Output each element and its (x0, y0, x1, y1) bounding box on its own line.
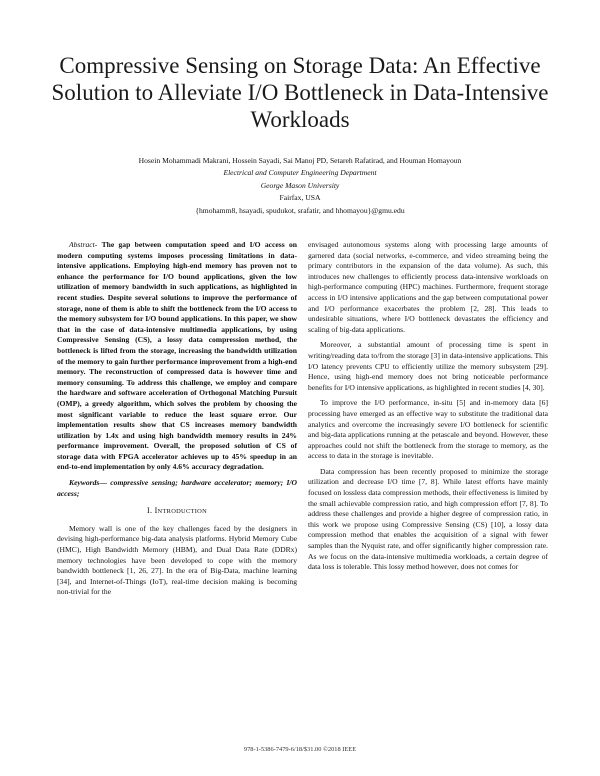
section-title (155, 506, 207, 515)
author-block (40, 155, 560, 217)
author-location: Fairfax, USA (279, 193, 321, 203)
right-column (308, 240, 548, 578)
section-numeral: I. (147, 506, 153, 516)
abstract-dash: - (94, 240, 102, 249)
copyright-footer: 978-1-5386-7479-6/18/$31.00 ©2018 IEEE (243, 746, 357, 753)
keywords-label: Keywords (69, 478, 100, 488)
author-emails: {hmohamm8, hsayadi, spudukot, srafatir, and hhomayou}@gmu.edu (195, 205, 405, 215)
section-heading-introduction (57, 506, 297, 518)
right-paragraph-3: To improve the I/O performance, in-situ [5] and in-memory data [6] processing have emerged as an effective way to substitute the traditional data analytics and overcome the increasingly severe I/O bottleneck for scientific and big-data applications running at the petascale and beyond. However, these approaches could not shift the bottleneck from the storage to memory, as the access to data in the storage is inevitable. (308, 398, 548, 461)
keywords-text: — compressive sensing; hardware accelerator; memory; I/O access; (57, 478, 297, 498)
author-department: Electrical and Computer Engineering Department (223, 168, 377, 178)
author-names: Hosein Mohammadi Makrani, Hossein Sayadi, Sai Manoj PD, Setareh Rafatirad, and Houman Homayoun (138, 156, 462, 165)
abstract-text: The gap between computation speed and I/O access on modern computing systems imposes processing limitations in data-intensive applications. Employing high-end memory has proven not to enhance the performance for I/O bound applications, given the low utilization of memory bandwidth in such applications, as highlighted in recent studies. Despite several solutions to improve the performance of storage, none of them is able to shift the bottleneck from the I/O access to the memory subsystem for I/O bound applications. In this paper, we show that in the case of data-intensive multimedia applications, by using Compressive Sensing (CS), a lossy data compression method, the bottleneck is lifted from the storage, increasing the bandwidth utilization of the memory to gain further performance improvement from a high-end memory. The reconstruction of compressed data is however time and memory consuming. To address this challenge, we employ and compare the hardware and software acceleration of Orthogonal Matching Pursuit (OMP), a greedy algorithm, which solves the problem by choosing the most significant variable to reduce the least square error. Our implementation results show that CS increases memory bandwidth utilization by 1.4x and using high bandwidth memory results in 24% performance improvement. Overall, the proposed solution of CS of storage data with FPGA accelerator achieves up to 45% speedup in an end-to-end implementation by only 4.6% accuracy degradation. (57, 240, 298, 472)
section-title-initial: I (154, 506, 158, 516)
left-column (57, 240, 297, 603)
right-paragraph-2: Moreover, a substantial amount of processing time is spent in writing/reading data to/from the storage [3] in data-intensive applications. This I/O latency prevents CPU to efficiently utilize the memory subsystem [29]. Hence, using high-end memory does not bring noticeable performance benefits for I/O intensive applications, as highlighted in recent studies [4, 30]. (308, 340, 548, 392)
abstract-label: Abstract (69, 240, 95, 249)
abstract (57, 240, 297, 473)
intro-paragraph-1: Memory wall is one of the key challenges faced by the designers in devising high-performance big-data analysis platforms. Hybrid Memory Cube (HMC), High Bandwidth Memory (HBM), and Dual Data Rate (DDRx) memory technologies have been developed to cope with the memory bandwidth bottleneck [1, 26, 27]. In the era of Big-Data, machine learning [34], and Internet-of-Things (IoT), real-time decision making is becoming non-trivial for the (57, 523, 297, 597)
right-paragraph-4: Data compression has been recently proposed to minimize the storage utilization and decrease I/O time [7, 8]. While latest efforts have mainly focused on lossless data compression methods, their effectiveness is limited by the small achievable compression ratio, and high compression effort [7, 8]. To address these challenges and provide a higher degree of compression ratio, in this work we propose using Compressive Sensing (CS) [10], a lossy data compression method that enables the acquisition of a signal with fewer samples than the Nyquist rate, and offer significantly higher compression rate. As we focus on the data-intensive multimedia workloads, a certain degree of data loss is tolerable. This lossy method however, does not comes for (308, 466, 548, 572)
right-paragraph-1: envisaged autonomous systems along with processing large amounts of garnered data (social networks, e-commerce, and video streaming being the primary contributors in the expansion of the data volume). As such, this introduces new challenges to efficiently process data-intensive workloads on high-performance computing (HPC) machines. Furthermore, frequent storage access in I/O intensive applications and the gap between computational power and I/O performance exacerbates the problem [2, 28]. This leads to undesirable situations, where I/O bottleneck devastates the efficiency and scaling of big-data applications. (308, 240, 548, 334)
paper-title: Compressive Sensing on Storage Data: An Effective Solution to Alleviate I/O Bottleneck in Data-Intensive Workloads (51, 53, 549, 132)
section-title-rest: NTRODUCTION (157, 508, 207, 516)
keywords (57, 478, 297, 499)
author-university: George Mason University (260, 180, 340, 190)
